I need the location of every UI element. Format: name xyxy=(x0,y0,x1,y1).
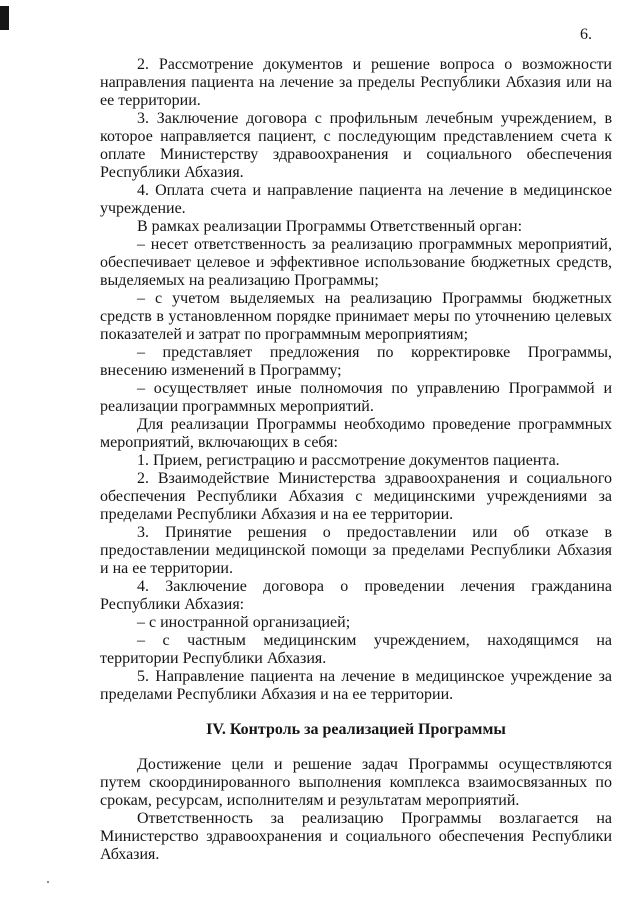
paragraph: – с частным медицинским учреждением, находящимся на территории Республики Абхазия. xyxy=(100,632,612,667)
paragraph: 2. Рассмотрение документов и решение вопроса о возможности направления пациента на лечение за пределы Республики Абхазия или на ее территории. xyxy=(100,56,612,109)
document-body xyxy=(100,56,612,864)
section-heading: IV. Контроль за реализацией Программы xyxy=(206,721,506,738)
paragraph: В рамках реализации Программы Ответственный орган: xyxy=(137,218,523,235)
paragraph: 5. Направление пациента на лечение в медицинское учреждение за пределами Республики Абхазия и на ее территории. xyxy=(100,668,612,703)
scan-artifact-top-left xyxy=(0,6,9,30)
paragraph: 1. Прием, регистрацию и рассмотрение документов пациента. xyxy=(137,452,560,469)
paragraph: – с учетом выделяемых на реализацию Программы бюджетных средств в установленном порядке принимает меры по уточнению целевых показателей и затрат по программным мероприятиям; xyxy=(100,290,612,343)
paragraph: 3. Заключение договора с профильным лечебным учреждением, в которое направляется пациент, с последующим представлением счета к оплате Министерству здравоохранения и социального обеспечения Республики Абхазия. xyxy=(100,110,612,181)
paragraph: 4. Заключение договора о проведении лечения гражданина Республики Абхазия: xyxy=(100,578,612,613)
paragraph: – осуществляет иные полномочия по управлению Программой и реализации программных мероприятий. xyxy=(100,380,612,415)
paragraph: – несет ответственность за реализацию программных мероприятий, обеспечивает целевое и эффективное использование бюджетных средств, выделяемых на реализацию Программы; xyxy=(100,236,612,289)
scan-artifact-dot xyxy=(47,881,49,883)
paragraph: Ответственность за реализацию Программы возлагается на Министерство здравоохранения и социального обеспечения Республики Абхазия. xyxy=(100,810,612,863)
page-number: 6. xyxy=(580,26,592,43)
paragraph: Достижение цели и решение задач Программы осуществляются путем скоординированного выполнения комплекса взаимосвязанных по срокам, ресурсам, исполнителям и результатам мероприятий. xyxy=(100,756,612,809)
paragraph: 3. Принятие решения о предоставлении или об отказе в предоставлении медицинской помощи за пределами Республики Абхазия и на ее территории. xyxy=(100,524,612,577)
paragraph: – представляет предложения по корректировке Программы, внесению изменений в Программу; xyxy=(100,344,612,379)
paragraph: – с иностранной организацией; xyxy=(137,614,351,631)
paragraph: Для реализации Программы необходимо проведение программных мероприятий, включающих в себя: xyxy=(100,416,612,451)
paragraph: 2. Взаимодействие Министерства здравоохранения и социального обеспечения Республики Абхазия с медицинскими учреждениями за пределами Республики Абхазия и на ее территории. xyxy=(100,470,612,523)
paragraph: 4. Оплата счета и направление пациента на лечение в медицинское учреждение. xyxy=(100,182,612,217)
